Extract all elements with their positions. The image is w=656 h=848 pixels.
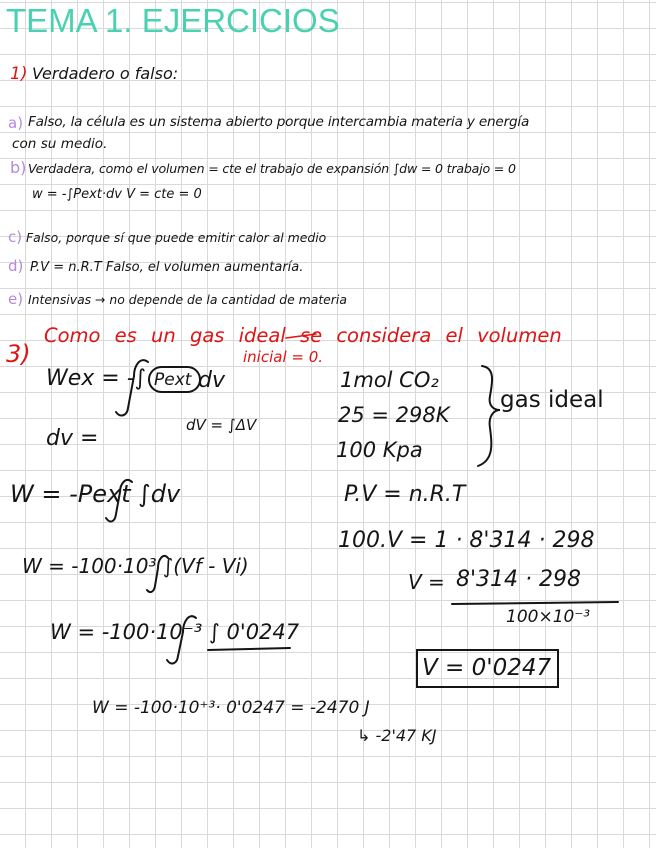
integral-sign-w1 — [106, 480, 132, 522]
q1-c-label: c) — [8, 228, 23, 246]
eq-ideal-gas: P.V = n.R.T — [344, 482, 466, 507]
right-brace — [478, 366, 500, 466]
red-strike-ideal — [286, 334, 316, 338]
work-w3: W = -100·10⁻³ ∫ 0'0247 — [50, 620, 300, 644]
eq-substituted: 100.V = 1 · 8'314 · 298 — [338, 528, 595, 553]
q3-note-line2: inicial = 0. — [243, 348, 324, 366]
pext-circled: Pext — [148, 366, 201, 393]
q1-e-label: e) — [8, 290, 24, 308]
eq-volume-numerator: 8'314 · 298 — [456, 567, 582, 592]
q1-a-text-line1: Falso, la célula es un sistema abierto porque intercambia materia y energía — [28, 114, 530, 130]
q1-c-text: Falso, porque sí que puede emitir calor al medio — [26, 230, 327, 245]
data-pressure: 100 Kpa — [336, 438, 423, 462]
page-title: TEMA 1. EJERCICIOS — [6, 2, 340, 39]
data-moles: 1mol CO₂ — [340, 368, 439, 392]
underline-w3 — [208, 648, 290, 650]
integral-sign-w2 — [147, 556, 168, 592]
gas-ideal-label: gas ideal — [500, 387, 604, 413]
q1-b-label: b) — [10, 158, 27, 177]
fraction-bar — [452, 602, 618, 604]
work-wex: Wex = -∫ — [46, 366, 147, 391]
q1-b-text-line1: Verdadera, como el volumen = cte el trabajo de expansión ∫dw = 0 trabajo = 0 — [28, 161, 516, 176]
q1-number: 1) — [10, 64, 28, 84]
q3-note-line1: Como es un gas ideal se considera el volumen — [44, 324, 562, 347]
q1-a-text-line2: con su medio. — [12, 136, 108, 152]
work-dv-eq: dv = — [46, 426, 99, 451]
result-volume-box: V = 0'0247 — [416, 649, 559, 688]
eq-volume-denominator: 100×10⁻³ — [506, 607, 591, 627]
q3-number: 3) — [6, 340, 31, 368]
q1-d-text: P.V = n.R.T Falso, el volumen aumentaría. — [30, 260, 304, 275]
q1-heading: Verdadero o falso: — [32, 64, 179, 83]
q1-e-text: Intensivas → no depende de la cantidad de materia — [28, 292, 347, 307]
work-dv-after: dv — [198, 368, 225, 393]
work-w4: W = -100·10⁺³· 0'0247 = -2470 J — [92, 698, 370, 718]
work-dv-delta: dV = ∫ΔV — [186, 416, 257, 434]
work-w2: W = -100·10³ ∫(Vf - Vi) — [22, 554, 249, 578]
integral-sign-wex — [116, 360, 148, 415]
data-temperature: 25 = 298K — [338, 403, 450, 427]
integral-sign-w3 — [167, 616, 196, 663]
eq-volume-lhs: V = — [408, 570, 445, 594]
work-w1: W = -Pext ∫dv — [10, 480, 181, 508]
q1-b-text-line2: w = -∫Pext·dv V = cte = 0 — [32, 187, 202, 202]
q1-d-label: d) — [8, 257, 24, 275]
work-w5: ↳ -2'47 KJ — [357, 726, 437, 745]
q1-a-label: a) — [8, 114, 24, 132]
